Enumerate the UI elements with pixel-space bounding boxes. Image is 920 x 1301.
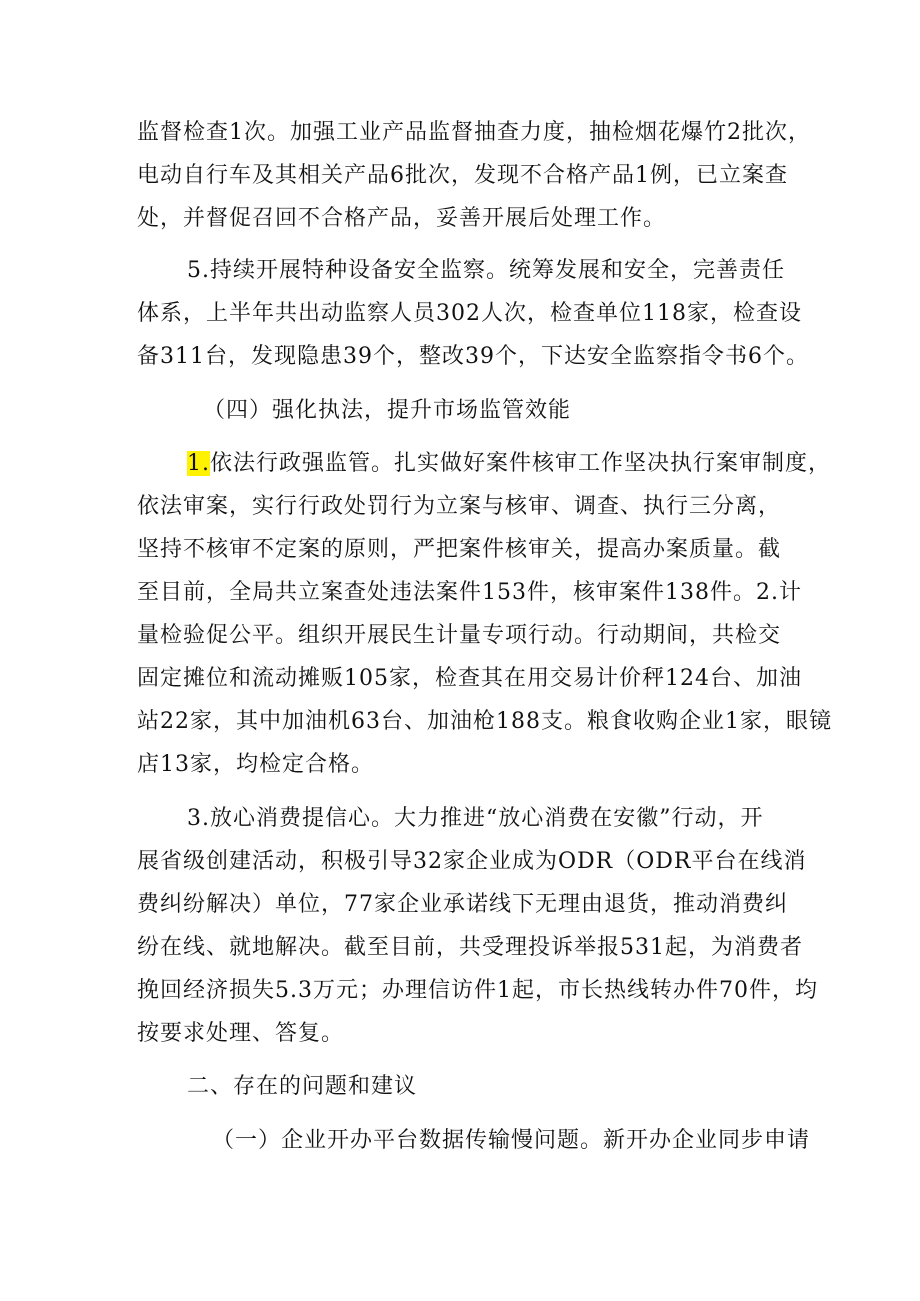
paragraph-line: （一）企业开办平台数据传输慢问题。新开办企业同步申请 <box>212 1128 811 1153</box>
paragraph-line: 量检验促公平。组织开展民生计量专项行动。行动期间，共检交 <box>137 623 782 648</box>
paragraph-line: 5.持续开展特种设备安全监察。统筹发展和安全，完善责任 <box>187 258 785 283</box>
paragraph-line-text: 依法行政强监管。扎实做好案件核审工作坚决执行案审制度， <box>210 451 832 476</box>
section-heading: 二、存在的问题和建议 <box>187 1074 418 1099</box>
paragraph-line: 店13家，均检定合格。 <box>137 752 374 777</box>
paragraph-line: 按要求处理、答复。 <box>137 1021 345 1046</box>
paragraph-line: 站22家，其中加油机63台、加油枪188支。粮食收购企业1家，眼镜 <box>137 709 832 734</box>
highlighted-item-number: 1. <box>187 451 210 476</box>
paragraph-line: 电动自行车及其相关产品6批次，发现不合格产品1例，已立案查 <box>137 163 788 188</box>
paragraph-line: 依法审案，实行行政处罚行为立案与核审、调查、执行三分离， <box>137 494 782 519</box>
paragraph-line: 坚持不核审不定案的原则，严把案件核审关，提高办案质量。截 <box>137 537 782 562</box>
paragraph-line: 备311台，发现隐患39个，整改39个，下达安全监察指令书6个。 <box>137 344 809 369</box>
paragraph-line: 纷在线、就地解决。截至目前，共受理投诉举报531起，为消费者 <box>137 935 803 960</box>
paragraph-line <box>187 449 831 479</box>
paragraph-line: 3.放心消费提信心。大力推进“放心消费在安徽”行动，开 <box>187 806 764 831</box>
section-heading: （四）强化执法，提升市场监管效能 <box>203 398 572 423</box>
paragraph-line: 监督检查1次。加强工业产品监督抽查力度，抽检烟花爆竹2批次， <box>137 120 811 145</box>
paragraph-line: 展省级创建活动，积极引导32家企业成为ODR（ODR平台在线消 <box>137 849 807 874</box>
paragraph-line: 至目前，全局共立案查处违法案件153件，核审案件138件。2.计 <box>137 580 802 605</box>
paragraph-line: 挽回经济损失5.3万元；办理信访件1起，市长热线转办件70件，均 <box>137 978 818 1003</box>
paragraph-line: 处，并督促召回不合格产品，妥善开展后处理工作。 <box>137 206 667 231</box>
paragraph-line: 固定摊位和流动摊贩105家，检查其在用交易计价秤124台、加油 <box>137 666 802 691</box>
paragraph-line: 费纠纷解决）单位，77家企业承诺线下无理由退货，推动消费纠 <box>137 892 788 917</box>
paragraph-line: 体系，上半年共出动监察人员302人次，检查单位118家，检查设 <box>137 301 802 326</box>
